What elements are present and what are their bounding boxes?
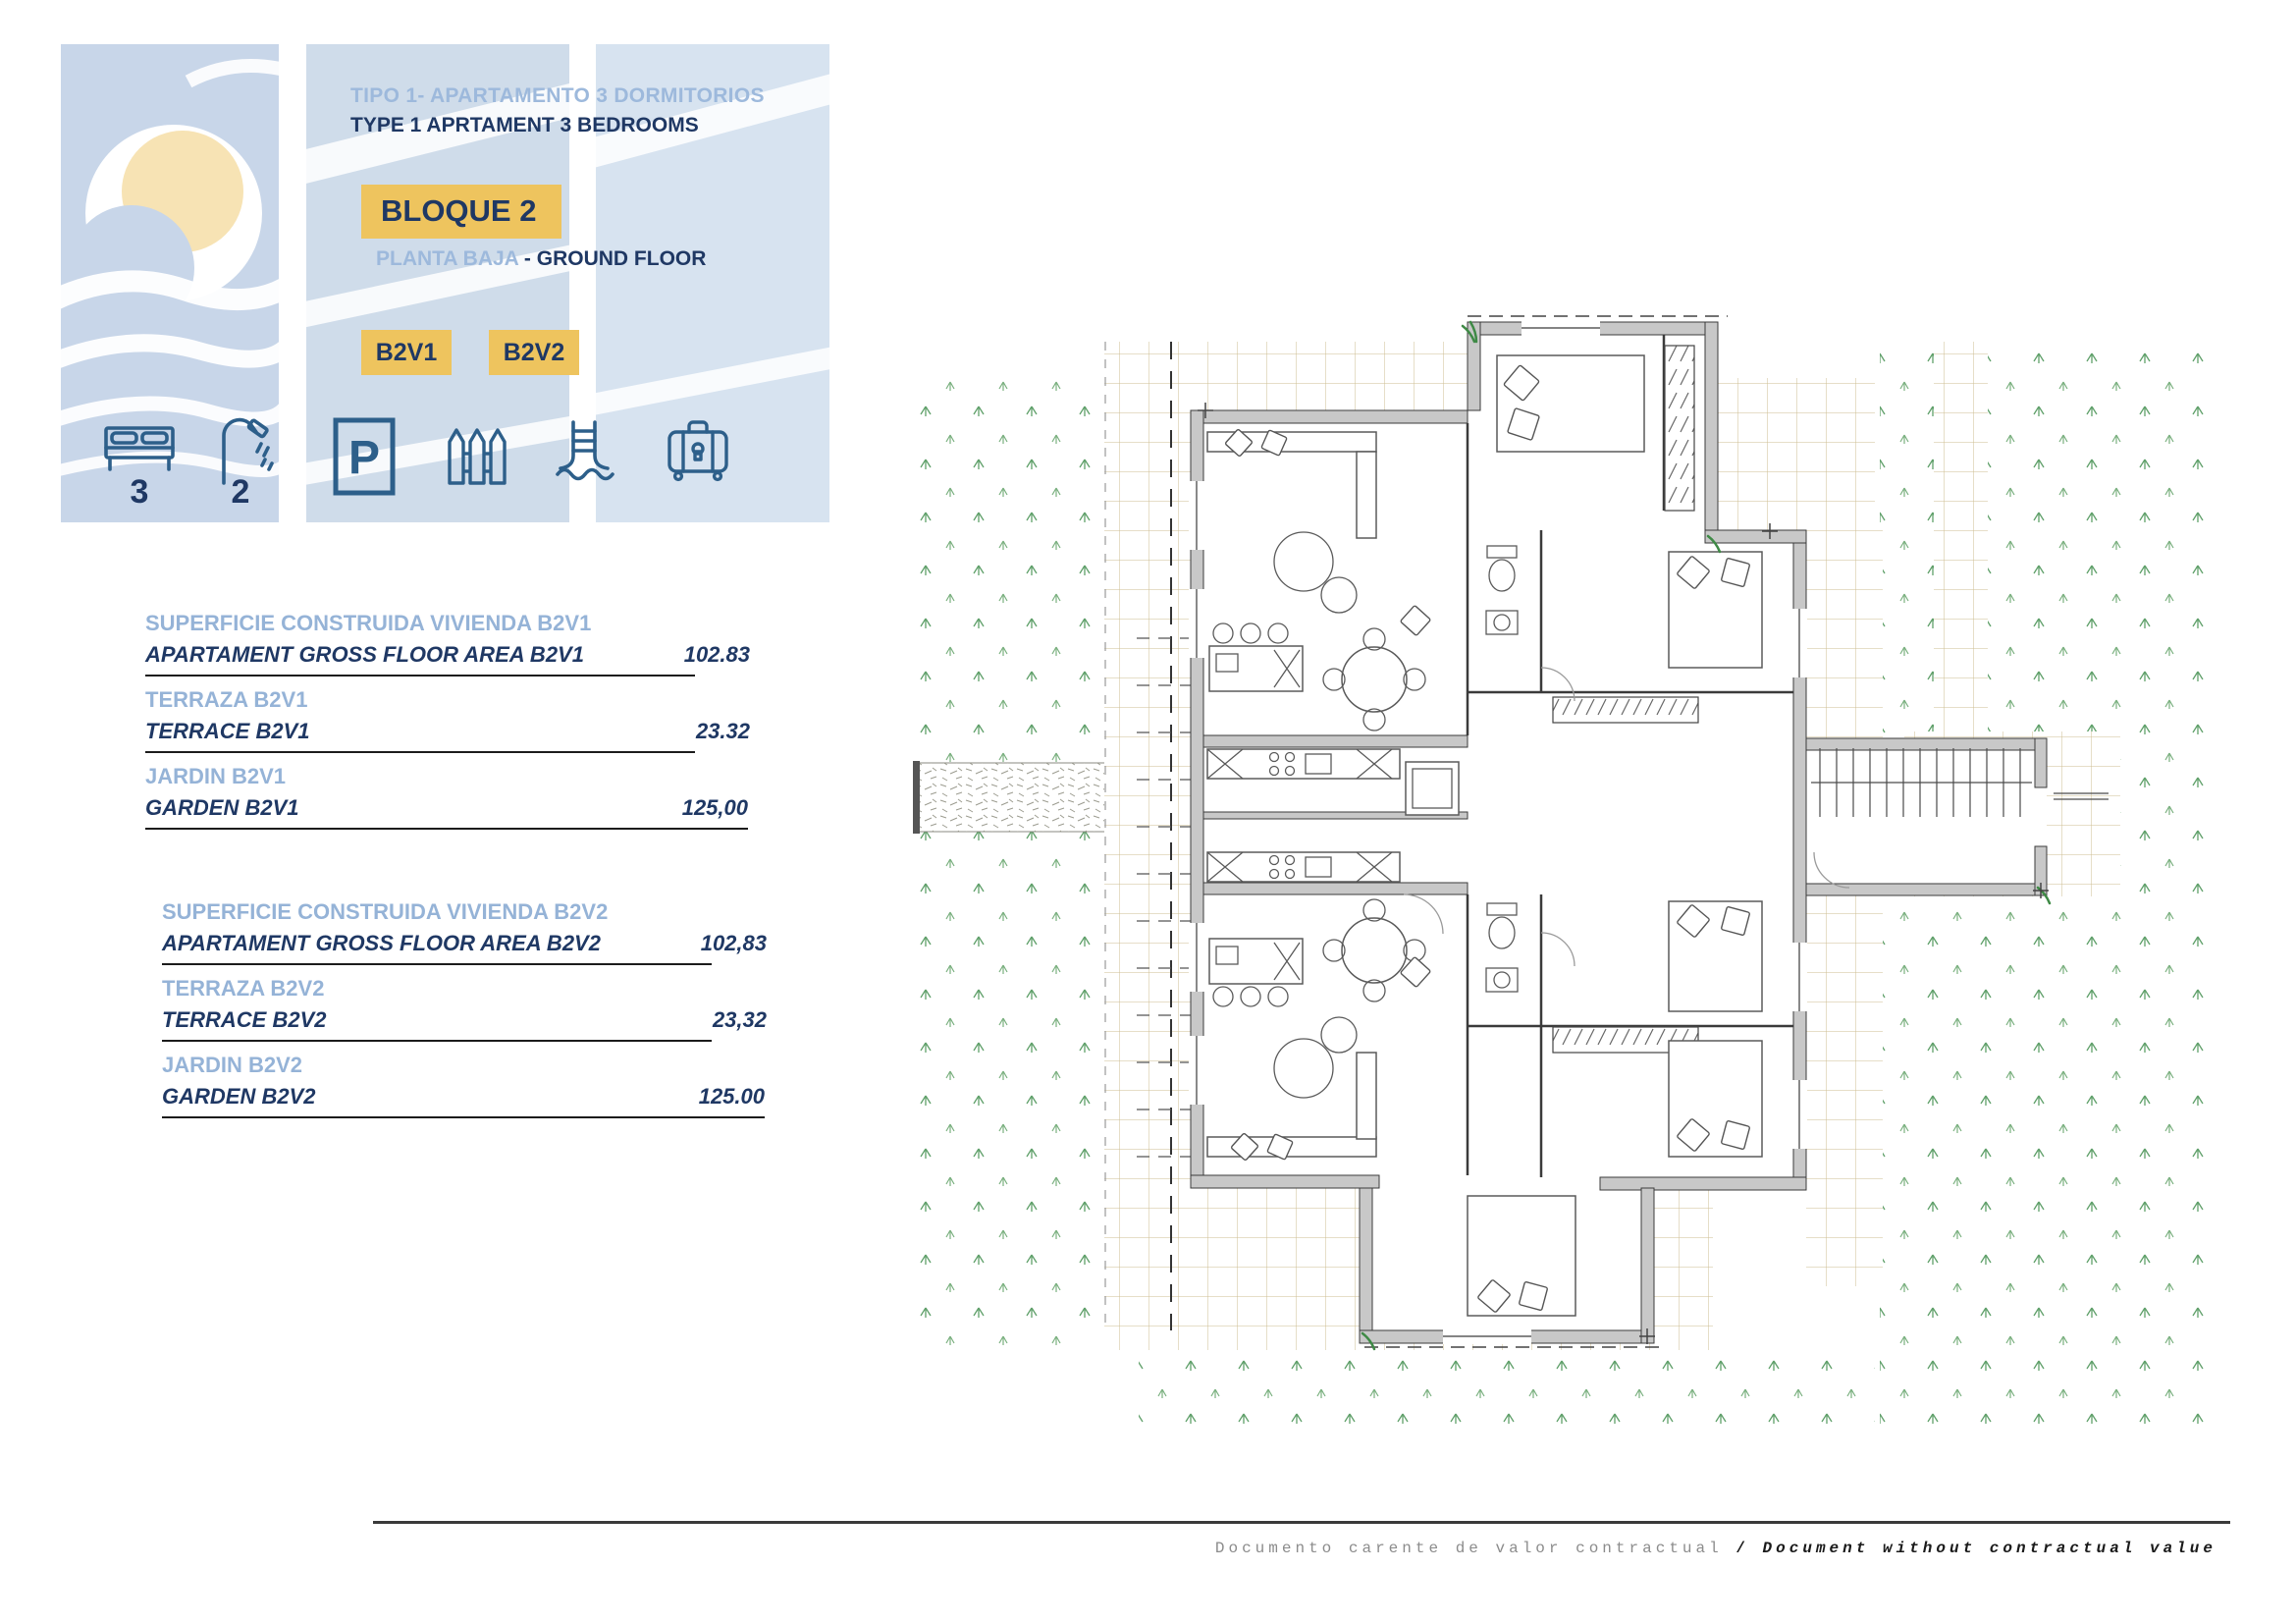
area-value: 102.83 bbox=[683, 642, 750, 667]
stone-wall bbox=[913, 761, 1120, 834]
table-row: GARDEN B2V1 125,00 bbox=[145, 793, 748, 830]
area-value: 102,83 bbox=[700, 931, 767, 955]
floor-plan bbox=[913, 295, 2209, 1434]
luggage-icon bbox=[662, 414, 734, 485]
floor-line bbox=[376, 247, 706, 271]
pool-icon bbox=[556, 418, 622, 483]
disclaimer-english: Document without contractual value bbox=[1762, 1540, 2216, 1557]
floor-label-spanish: PLANTA BAJA bbox=[376, 247, 519, 270]
floor-label-english: GROUND FLOOR bbox=[536, 247, 707, 270]
area-value: 23.32 bbox=[695, 719, 750, 743]
table-row: TERRACE B2V1 23.32 bbox=[145, 717, 695, 753]
area-value: 23,32 bbox=[712, 1007, 767, 1032]
table-row: GARDEN B2V2 125.00 bbox=[162, 1082, 765, 1118]
title-spanish: TIPO 1- APARTAMENTO 3 DORMITORIOS bbox=[350, 84, 765, 107]
table-title: SUPERFICIE CONSTRUIDA VIVIENDA B2V1 bbox=[145, 611, 592, 635]
unit-badge-b2v1: B2V1 bbox=[361, 330, 452, 375]
disclaimer-separator: / bbox=[1735, 1540, 1749, 1557]
bed-icon bbox=[102, 420, 177, 477]
table-subtitle: JARDIN B2V2 bbox=[162, 1053, 303, 1077]
area-value: 125.00 bbox=[698, 1084, 765, 1109]
table-subtitle: TERRAZA B2V1 bbox=[145, 687, 308, 712]
parking-icon bbox=[332, 416, 397, 497]
area-value: 125,00 bbox=[681, 795, 748, 820]
bedroom-count: 3 bbox=[130, 473, 149, 511]
table-title: SUPERFICIE CONSTRUIDA VIVIENDA B2V2 bbox=[162, 899, 609, 924]
table-row: TERRACE B2V2 23,32 bbox=[162, 1005, 712, 1042]
area-table-b2v1 bbox=[145, 609, 750, 839]
title-english: TYPE 1 APRTAMENT 3 BEDROOMS bbox=[350, 114, 699, 136]
block-badge: BLOQUE 2 bbox=[361, 185, 561, 239]
table-row: APARTAMENT GROSS FLOOR AREA B2V2 102,83 bbox=[162, 929, 712, 965]
footer-divider bbox=[373, 1521, 2230, 1524]
svg-text:P: P bbox=[347, 432, 381, 484]
floor-separator: - bbox=[523, 247, 531, 270]
disclaimer bbox=[1215, 1540, 2216, 1557]
bathroom-count: 2 bbox=[231, 473, 250, 511]
area-table-b2v2 bbox=[162, 897, 767, 1127]
disclaimer-spanish: Documento carente de valor contractual bbox=[1214, 1540, 1723, 1557]
fence-icon bbox=[442, 422, 512, 487]
unit-badge-b2v2: B2V2 bbox=[489, 330, 579, 375]
table-row: APARTAMENT GROSS FLOOR AREA B2V1 102.83 bbox=[145, 640, 695, 677]
table-subtitle: JARDIN B2V1 bbox=[145, 764, 287, 788]
table-subtitle: TERRAZA B2V2 bbox=[162, 976, 325, 1001]
